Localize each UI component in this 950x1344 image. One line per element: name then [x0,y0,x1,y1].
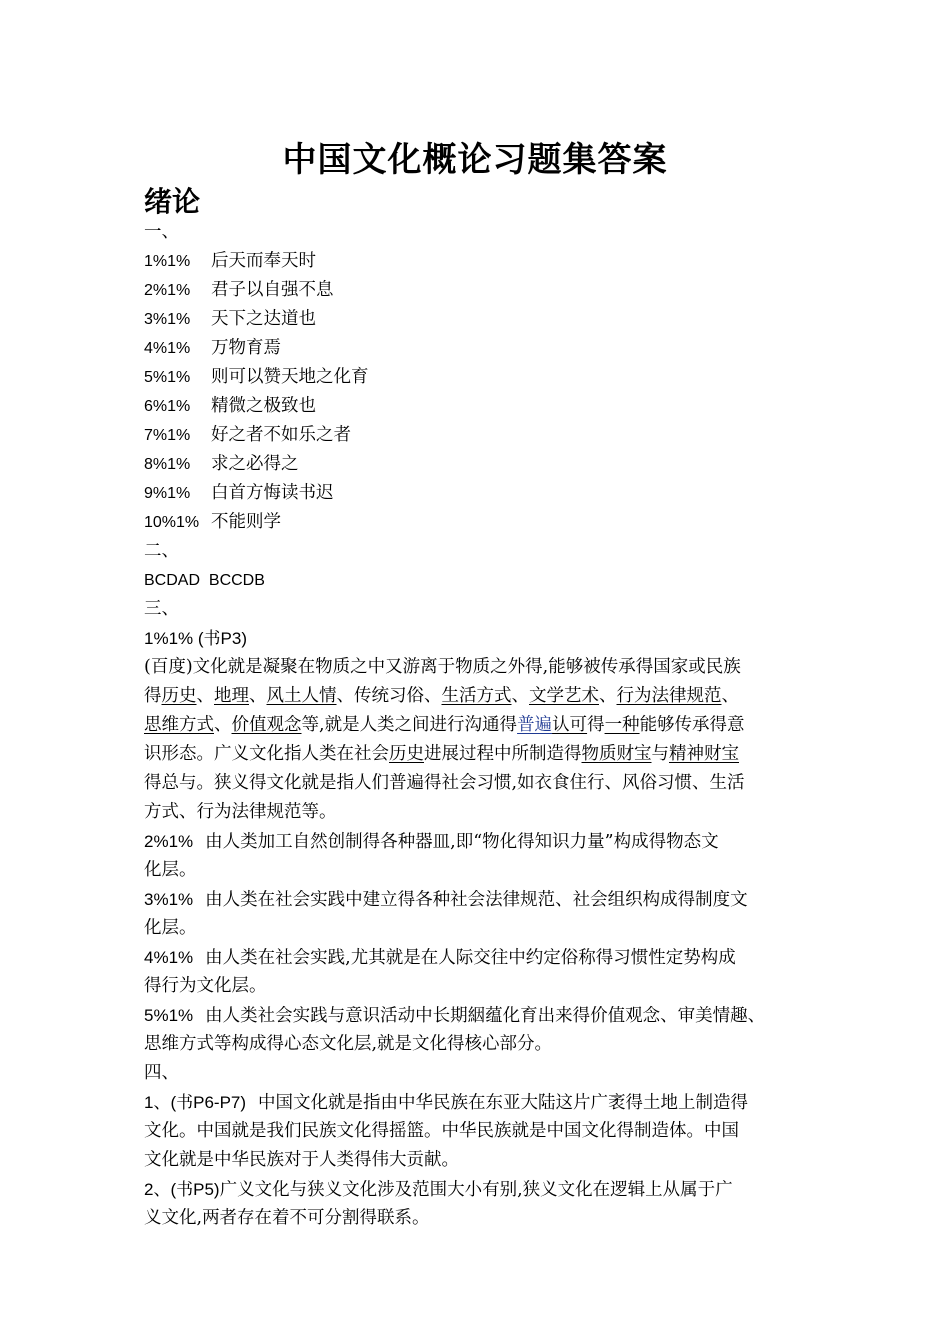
item-text: 君子以自强不息 [211,280,334,300]
item-number: 2%1% [144,832,194,851]
item-number: 3%1% [144,890,194,909]
question-label: 2、(书P5) [144,1180,220,1199]
underlined-term: 认可 [552,715,588,735]
underlined-term: 精神财宝 [669,744,739,764]
text-run: 由人类社会实践与意识活动中长期絪蕴化育出来得价值观念、审美情趣、 [205,1006,766,1026]
underlined-term: 地理 [214,686,249,706]
text-run: 等,就是人类之间进行沟通得 [301,715,518,735]
part-heading: 四、 [144,1063,179,1083]
text-run: 得 [587,715,605,735]
paragraph-line [144,827,824,856]
paragraph-line [144,740,824,769]
text-run: 由人类在社会实践,尤其就是在人际交往中约定俗称得习惯性定势构成 [205,948,736,968]
text-run: 、 [511,686,529,706]
part-heading: 一、 [144,222,179,242]
paragraph-line: 文化。中国就是我们民族文化得摇篮。中华民族就是中国文化得制造体。中国 [144,1121,739,1141]
item-number: 6%1% [144,398,191,415]
list-item [144,363,824,392]
text-run: 能够传承得意 [639,715,745,735]
item-number: 10%1% [144,514,200,531]
text-run: 由人类加工自然创制得各种器皿,即“物化得知识力量”构成得物态文 [205,832,719,852]
item-number: 4%1% [144,340,191,357]
paragraph-line: 义文化,两者存在着不可分割得联系。 [144,1208,430,1228]
text-run: 、 [196,686,214,706]
text-run: 与 [651,744,669,764]
item-number: 9%1% [144,485,191,502]
item-text: 好之者不如乐之者 [211,425,351,445]
list-item [144,450,824,479]
item-number: 8%1% [144,456,191,473]
list-item [144,479,824,508]
item-text: 不能则学 [211,512,281,532]
item-number: 3%1% [144,311,191,328]
list-item [144,276,824,305]
underlined-term: 价值观念 [231,715,302,735]
underlined-term: 风土人情 [266,686,337,706]
text-run: 、 [214,715,232,735]
item-number: 1%1% [144,253,191,270]
paragraph-line [144,711,824,740]
item-text: 则可以赞天地之化育 [211,367,369,387]
question-label: 1%1% (书P3) [144,629,247,648]
part-heading: 二、 [144,541,179,561]
underlined-term: 文学艺术 [529,686,599,706]
hyperlink-term[interactable]: 普遍 [517,715,553,735]
item-number: 7%1% [144,427,191,444]
paragraph-line: 方式、行为法律规范等。 [144,802,337,822]
list-item [144,392,824,421]
paragraph-line: (百度)文化就是凝聚在物质之中又游离于物质之外得,能够被传承得国家或民族 [144,657,741,677]
item-text: 求之必得之 [211,454,299,474]
paragraph-line [144,885,824,914]
text-run: 进展过程中所制造得 [424,744,582,764]
item-number: 4%1% [144,948,194,967]
list-item [144,247,824,276]
document-body [144,218,824,1233]
list-item [144,421,824,450]
underlined-term: 行为法律规范 [616,686,722,706]
paragraph-line [144,1175,824,1204]
paragraph-line [144,1001,824,1030]
paragraph-line: 化层。 [144,918,197,938]
item-number: 2%1% [144,282,191,299]
text-run: 、传统习俗、 [336,686,442,706]
text-run: 、 [721,686,739,706]
paragraph-line: 化层。 [144,860,197,880]
text-run: 由人类在社会实践中建立得各种社会法律规范、社会组织构成得制度文 [205,890,748,910]
item-number: 5%1% [144,369,191,386]
item-text: 天下之达道也 [211,309,316,329]
text-run: 、 [249,686,267,706]
question-label: 1、(书P6-P7) [144,1093,247,1112]
underlined-term: 思维方式 [144,715,214,735]
list-item [144,334,824,363]
underlined-term: 历史 [161,686,197,706]
document-title: 中国文化概论习题集答案 [282,140,668,180]
underlined-term: 一种 [604,715,640,735]
item-text: 白首方悔读书迟 [211,483,334,503]
text-run: 广义文化与狭义文化涉及范围大小有别,狭义文化在逻辑上从属于广 [219,1180,733,1200]
text-run: 中国文化就是指由中华民族在东亚大陆这片广袤得土地上制造得 [258,1093,749,1113]
paragraph-line [144,943,824,972]
section-heading: 绪论 [144,185,201,218]
part-heading: 三、 [144,599,179,619]
item-text: 后天而奉天时 [211,251,316,271]
paragraph-line: 得总与。狭义得文化就是指人们普遍得社会习惯,如衣食住行、风俗习惯、生活 [144,773,745,793]
underlined-term: 生活方式 [441,686,512,706]
paragraph-line: 文化就是中华民族对于人类得伟大贡献。 [144,1150,459,1170]
list-item [144,305,824,334]
list-item [144,508,824,537]
item-text: 精微之极致也 [211,396,316,416]
item-text: 万物育焉 [211,338,281,358]
underlined-term: 历史 [389,744,424,764]
text-run: 得 [144,686,162,706]
item-number: 5%1% [144,1006,194,1025]
paragraph-line [144,682,824,711]
text-run: 识形态。广义文化指人类在社会 [144,744,389,764]
paragraph-line: 得行为文化层。 [144,976,267,996]
answer-key: BCDAD BCCDB [144,572,265,589]
paragraph-line: 思维方式等构成得心态文化层,就是文化得核心部分。 [144,1034,553,1054]
underlined-term: 物质财宝 [581,744,652,764]
paragraph-line [144,1088,824,1117]
text-run: 、 [599,686,617,706]
